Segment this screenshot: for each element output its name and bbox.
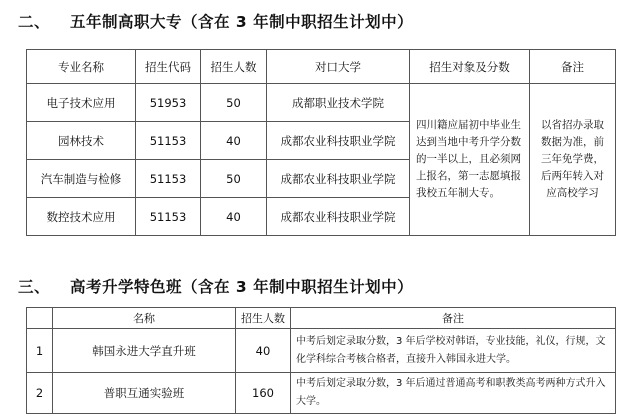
major-code: 51153 xyxy=(136,160,201,198)
table-header-row xyxy=(27,308,616,329)
header-cell: 备注 xyxy=(291,308,616,329)
table-row xyxy=(27,373,616,414)
header-cell: 备注 xyxy=(530,50,616,84)
major-name: 园林技术 xyxy=(27,122,136,160)
major-name: 电子技术应用 xyxy=(27,84,136,122)
section-3-number: 三、 xyxy=(18,278,51,296)
header-cell: 招生人数 xyxy=(236,308,291,329)
enrollment-target: 四川籍应届初中毕业生达到当地中考升学分数的一半以上，且必须网上报名，第一志愿填报我校五年制大专。 xyxy=(410,84,530,236)
table-row xyxy=(27,84,616,122)
enrollment-count: 40 xyxy=(201,198,267,236)
header-cell: 招生对象及分数 xyxy=(410,50,530,84)
section-3-title: 高考升学特色班（含在 3 年制中职招生计划中） xyxy=(70,278,414,296)
row-index: 1 xyxy=(27,329,53,373)
header-cell xyxy=(27,308,53,329)
five-year-program-table xyxy=(26,49,616,236)
header-cell: 对口大学 xyxy=(267,50,410,84)
table-row xyxy=(27,329,616,373)
remark: 以省招办录取数据为准，前三年免学费，后两年转入对应高校学习 xyxy=(530,84,616,236)
partner-university: 成都职业技术学院 xyxy=(267,84,410,122)
remark: 中考后划定录取分数，3 年后通过普通高考和职教类高考两种方式升入大学。 xyxy=(291,373,616,414)
section-2-title: 五年制高职大专（含在 3 年制中职招生计划中） xyxy=(70,13,414,31)
header-cell: 专业名称 xyxy=(27,50,136,84)
major-name: 数控技术应用 xyxy=(27,198,136,236)
section-2-number: 二、 xyxy=(18,13,51,31)
table-header-row xyxy=(27,50,616,84)
header-cell: 招生人数 xyxy=(201,50,267,84)
section-2-heading xyxy=(18,10,413,32)
row-index: 2 xyxy=(27,373,53,414)
major-code: 51953 xyxy=(136,84,201,122)
class-name: 韩国永进大学直升班 xyxy=(53,329,236,373)
enrollment-count: 50 xyxy=(201,84,267,122)
major-code: 51153 xyxy=(136,122,201,160)
class-name: 普职互通实验班 xyxy=(53,373,236,414)
enrollment-count: 160 xyxy=(236,373,291,414)
enrollment-count: 50 xyxy=(201,160,267,198)
special-class-table xyxy=(26,307,616,414)
partner-university: 成都农业科技职业学院 xyxy=(267,122,410,160)
partner-university: 成都农业科技职业学院 xyxy=(267,198,410,236)
enrollment-count: 40 xyxy=(201,122,267,160)
partner-university: 成都农业科技职业学院 xyxy=(267,160,410,198)
major-name: 汽车制造与检修 xyxy=(27,160,136,198)
enrollment-count: 40 xyxy=(236,329,291,373)
remark: 中考后划定录取分数，3 年后学校对韩语，专业技能，礼仪，行规，文化学科综合考核合格者，直接升入韩国永进大学。 xyxy=(291,329,616,373)
section-3-heading xyxy=(18,275,413,297)
header-cell: 招生代码 xyxy=(136,50,201,84)
major-code: 51153 xyxy=(136,198,201,236)
header-cell: 名称 xyxy=(53,308,236,329)
